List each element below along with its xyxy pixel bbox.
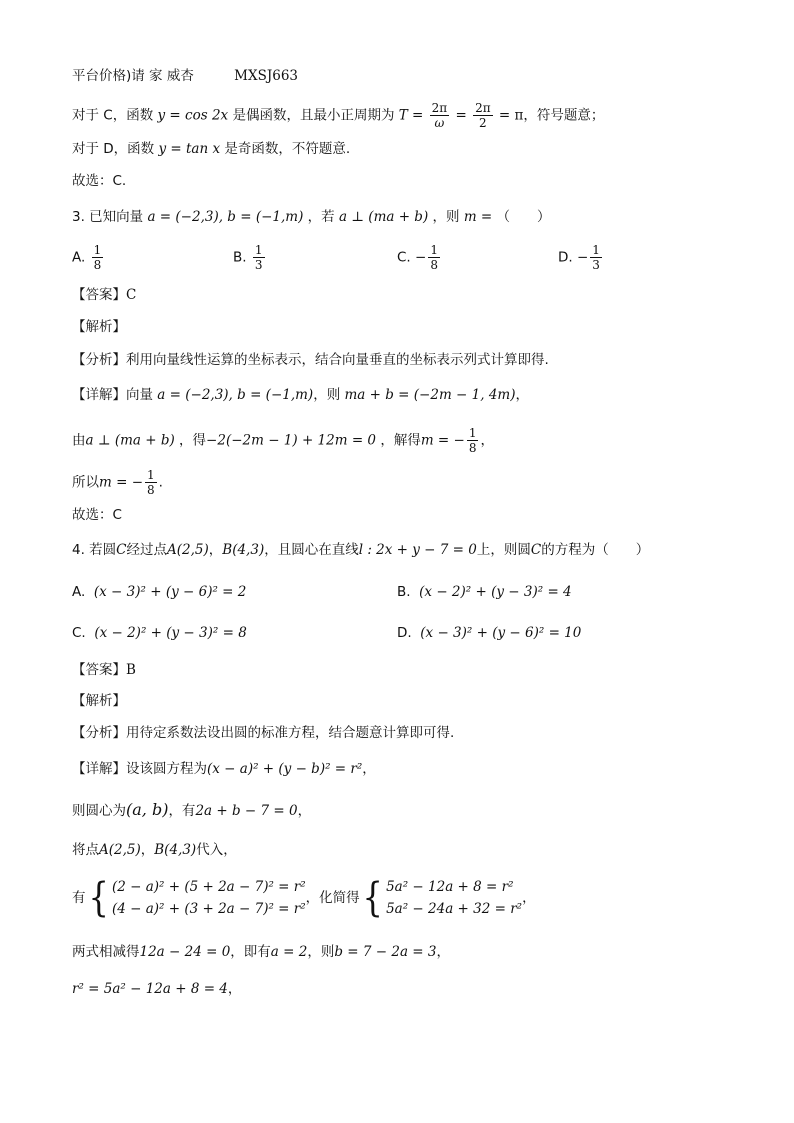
header-text: 平台价格)请 家 威杏	[72, 68, 194, 84]
q3-option-a: A. $\frac{1}{8}$	[72, 243, 102, 272]
text: ，则	[432, 209, 460, 225]
text: 是奇函数，不符题意.	[224, 141, 351, 157]
q3-option-d: D. − $\frac{1}{3}$	[558, 243, 600, 272]
math: a ⊥ (ma + b)	[338, 209, 429, 225]
header-code: MXSJ663	[234, 68, 299, 84]
text: （ ）	[496, 209, 551, 225]
text: ，若	[307, 209, 335, 225]
q4-detail-3: 将点A(2,5)，B(4,3)代入，	[72, 842, 237, 858]
q4-detail-2: 则圆心为(a, b)，有2a + b − 7 = 0，	[72, 800, 312, 819]
q3-fenxi: 【分析】利用向量线性运算的坐标表示，结合向量垂直的坐标表示列式计算即得.	[72, 352, 549, 368]
q3-option-b: B. $\frac{1}{3}$	[233, 243, 263, 272]
math: m =	[463, 209, 493, 225]
text: 3. 已知向量	[72, 209, 144, 225]
math: =	[455, 107, 467, 124]
q3-analysis-tag: 【解析】	[72, 319, 126, 335]
text: 对于 C，函数	[72, 107, 154, 124]
math: T =	[398, 107, 424, 124]
q3-detail-1: 【详解】向量 a = (−2,3), b = (−1,m)，则 ma + b = (−2m − 1, 4m)，	[72, 387, 529, 403]
text: 是偶函数，且最小正周期为	[232, 107, 395, 124]
q4-detail-1: 【详解】设该圆方程为(x − a)² + (y − b)² = r²，	[72, 761, 376, 777]
text: 对于 D，函数	[72, 141, 155, 157]
q3-detail-2: 由a ⊥ (ma + b) ，得−2(−2m − 1) + 12m = 0 ，解得m = − $\frac{1}{8}$ ，	[72, 426, 494, 455]
q4-detail-5: 两式相减得12a − 24 = 0，即有a = 2，则b = 7 − 2a = 3，	[72, 944, 450, 960]
q4-detail-6: r² = 5a² − 12a + 8 = 4，	[72, 981, 242, 997]
q4-option-b: B. (x − 2)² + (y − 3)² = 4	[397, 584, 572, 600]
previous-answer: 故选：C.	[72, 173, 127, 189]
q4-answer: 【答案】B	[72, 662, 136, 678]
math: a = (−2,3), b = (−1,m)	[147, 209, 304, 225]
question-3-stem	[72, 207, 551, 227]
q3-option-c: C. − $\frac{1}{8}$	[397, 243, 438, 272]
question-4-stem: 4. 若圆C经过点A(2,5)，B(4,3)，且圆心在直线l : 2x + y − 7 = 0上，则圆C的方程为（ ）	[72, 542, 650, 558]
fraction: $\frac{2\pi}{\omega}$	[431, 101, 448, 130]
q4-option-c: C. (x − 2)² + (y − 3)² = 8	[72, 625, 247, 641]
page-header	[72, 66, 298, 86]
q4-analysis-tag: 【解析】	[72, 693, 126, 709]
q4-detail-4: 有{ (2 − a)² + (5 + 2a − 7)² = r² (4 − a)² + (3 + 2a − 7)² = r² ，化简得{ 5a² − 12a + 8 = r² 5a² − 24a + 32 = r² ，	[72, 875, 536, 921]
math: y = tan x	[158, 141, 221, 157]
option-c-analysis	[72, 101, 604, 130]
option-d-analysis	[72, 139, 350, 159]
text: = π，符号题意；	[498, 107, 605, 124]
q4-option-d: D. (x − 3)² + (y − 6)² = 10	[397, 625, 582, 641]
math: y = cos 2x	[157, 107, 229, 124]
fraction: $\frac{2\pi}{2}$	[475, 101, 491, 130]
q4-fenxi: 【分析】用待定系数法设出圆的标准方程，结合题意计算即可得.	[72, 725, 455, 741]
q3-answer: 【答案】C	[72, 287, 137, 303]
q4-option-a: A. (x − 3)² + (y − 6)² = 2	[72, 584, 247, 600]
q3-final: 故选：C	[72, 507, 122, 523]
q3-detail-3: 所以m = − $\frac{1}{8}$ .	[72, 468, 163, 497]
